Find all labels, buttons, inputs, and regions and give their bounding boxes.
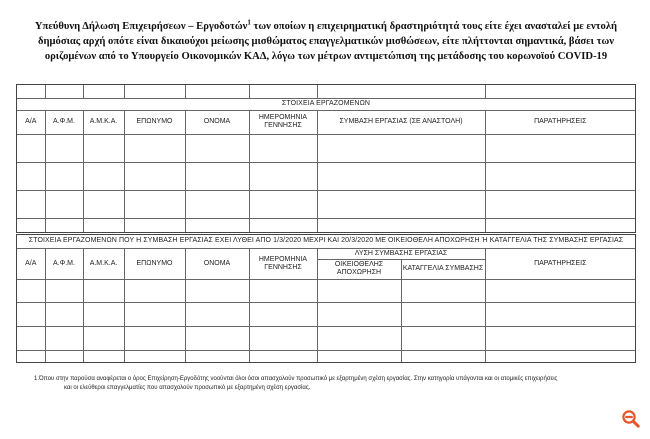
table-row — [17, 134, 635, 162]
table-title: ΣΤΟΙΧΕΙΑ ΕΡΓΑΖΟΜΕΝΩΝ ΠΟΥ Η ΣΥΜΒΑΣΗ ΕΡΓΑΣΙΑΣ ΕΧΕΙ ΛΥΘΕΙ ΑΠΟ 1/3/2020 ΜΕΧΡΙ ΚΑΙ 20/3/2020 ΜΕ ΟΙΚΕΙΟΘΕΛΗ ΑΠΟΧΩΡΗΣΗ Ή ΚΑΤΑΓΓΕΛΙΑ ΤΗΣ ΣΥΜΒΑΣΗΣ ΕΡΓΑΣΙΑΣ — [17, 235, 635, 248]
col-header-birthdate: ΗΜΕΡΟΜΗΝΙΑ ΓΕΝΝΗΣΗΣ — [249, 110, 317, 134]
terminated-employees-table — [16, 234, 636, 363]
employees-table — [16, 84, 636, 233]
table-row — [17, 162, 635, 190]
table-header-row — [17, 248, 635, 259]
footnote-mark: 1 — [247, 18, 251, 27]
table-title-row — [17, 98, 635, 110]
table-row — [17, 303, 635, 327]
col-header-aa: Α/Α — [17, 248, 45, 279]
table-row — [17, 350, 635, 362]
col-header-remarks: ΠΑΡΑΤΗΡΗΣΕΙΣ — [485, 110, 635, 134]
table-row — [17, 326, 635, 350]
col-header-name: ΟΝΟΜΑ — [185, 110, 249, 134]
table-row — [17, 279, 635, 303]
col-header-contract: ΣΥΜΒΑΣΗ ΕΡΓΑΣΙΑΣ (ΣΕ ΑΝΑΣΤΟΛΗ) — [317, 110, 485, 134]
col-header-surname: ΕΠΩΝΥΜΟ — [124, 248, 185, 279]
col-header-voluntary-exit: ΟΙΚΕΙΟΘΕΛΗΣ ΑΠΟΧΩΡΗΣΗ — [317, 259, 401, 279]
col-header-remarks: ΠΑΡΑΤΗΡΗΣΕΙΣ — [485, 248, 635, 279]
col-header-surname: ΕΠΩΝΥΜΟ — [124, 110, 185, 134]
col-header-afm: Α.Φ.Μ. — [45, 110, 83, 134]
document-heading — [24, 19, 628, 64]
heading-line-1: Υπεύθυνη Δήλωση Επιχειρήσεων – Εργοδοτών$^1$ των οποίων η επιχειρηματική δραστηριότητά τους είτε έχει ανασταλεί με εντολή — [34, 18, 618, 32]
col-header-name: ΟΝΟΜΑ — [185, 248, 249, 279]
table-row — [17, 218, 635, 232]
col-header-aa: Α/Α — [17, 110, 45, 134]
footnote-line-2: και οι ελεύθεροι επαγγελματίες που απασχολούν προσωπικό με εξαρτημένη σχέση εργασίας. — [64, 385, 311, 391]
col-header-afm: Α.Φ.Μ. — [45, 248, 83, 279]
zoom-out-icon — [621, 409, 641, 429]
table-header-row — [17, 110, 635, 134]
table-row — [17, 190, 635, 218]
footnote — [34, 375, 624, 393]
footnote-line-1: 1.Όπου στην παρούσα αναφέρεται ο όρος Επιχείρηση-Εργοδότης νοούνται όλοι όσοι απασχολούν προσωπικό με εξαρτημένη σχέση εργασίας. Στην κατηγορία υπάγονται και οι ατομικές επιχειρήσεις — [34, 376, 558, 382]
col-header-amka: Α.Μ.Κ.Α. — [83, 110, 124, 134]
heading-line-2: δημόσιας αρχή οπότε είναι δικαιούχοι μείωσης μισθώματος επαγγελματικών μισθώσεων, είτε πλήττονται σημαντικά, βάσει των — [38, 36, 614, 47]
col-header-amka: Α.Μ.Κ.Α. — [83, 248, 124, 279]
heading-line-3: οριζομένων από το Υπουργείο Οικονομικών ΚΑΔ, λόγω των μέτρων αντιμετώπιση της μετάδοσης του κορωνοϊού COVID-19 — [44, 51, 608, 62]
zoom-out-button[interactable] — [621, 409, 641, 429]
table-title-row — [17, 235, 635, 248]
table-title: ΣΤΟΙΧΕΙΑ ΕΡΓΑΖΟΜΕΝΩΝ — [17, 98, 635, 110]
col-header-dismissal: ΚΑΤΑΓΓΕΛΙΑ ΣΥΜΒΑΣΗΣ — [401, 259, 485, 279]
col-header-contract-termination: ΛΥΣΗ ΣΥΜΒΑΣΗΣ ΕΡΓΑΣΙΑΣ — [317, 248, 485, 259]
col-header-birthdate: ΗΜΕΡΟΜΗΝΙΑ ΓΕΝΝΗΣΗΣ — [249, 248, 317, 279]
